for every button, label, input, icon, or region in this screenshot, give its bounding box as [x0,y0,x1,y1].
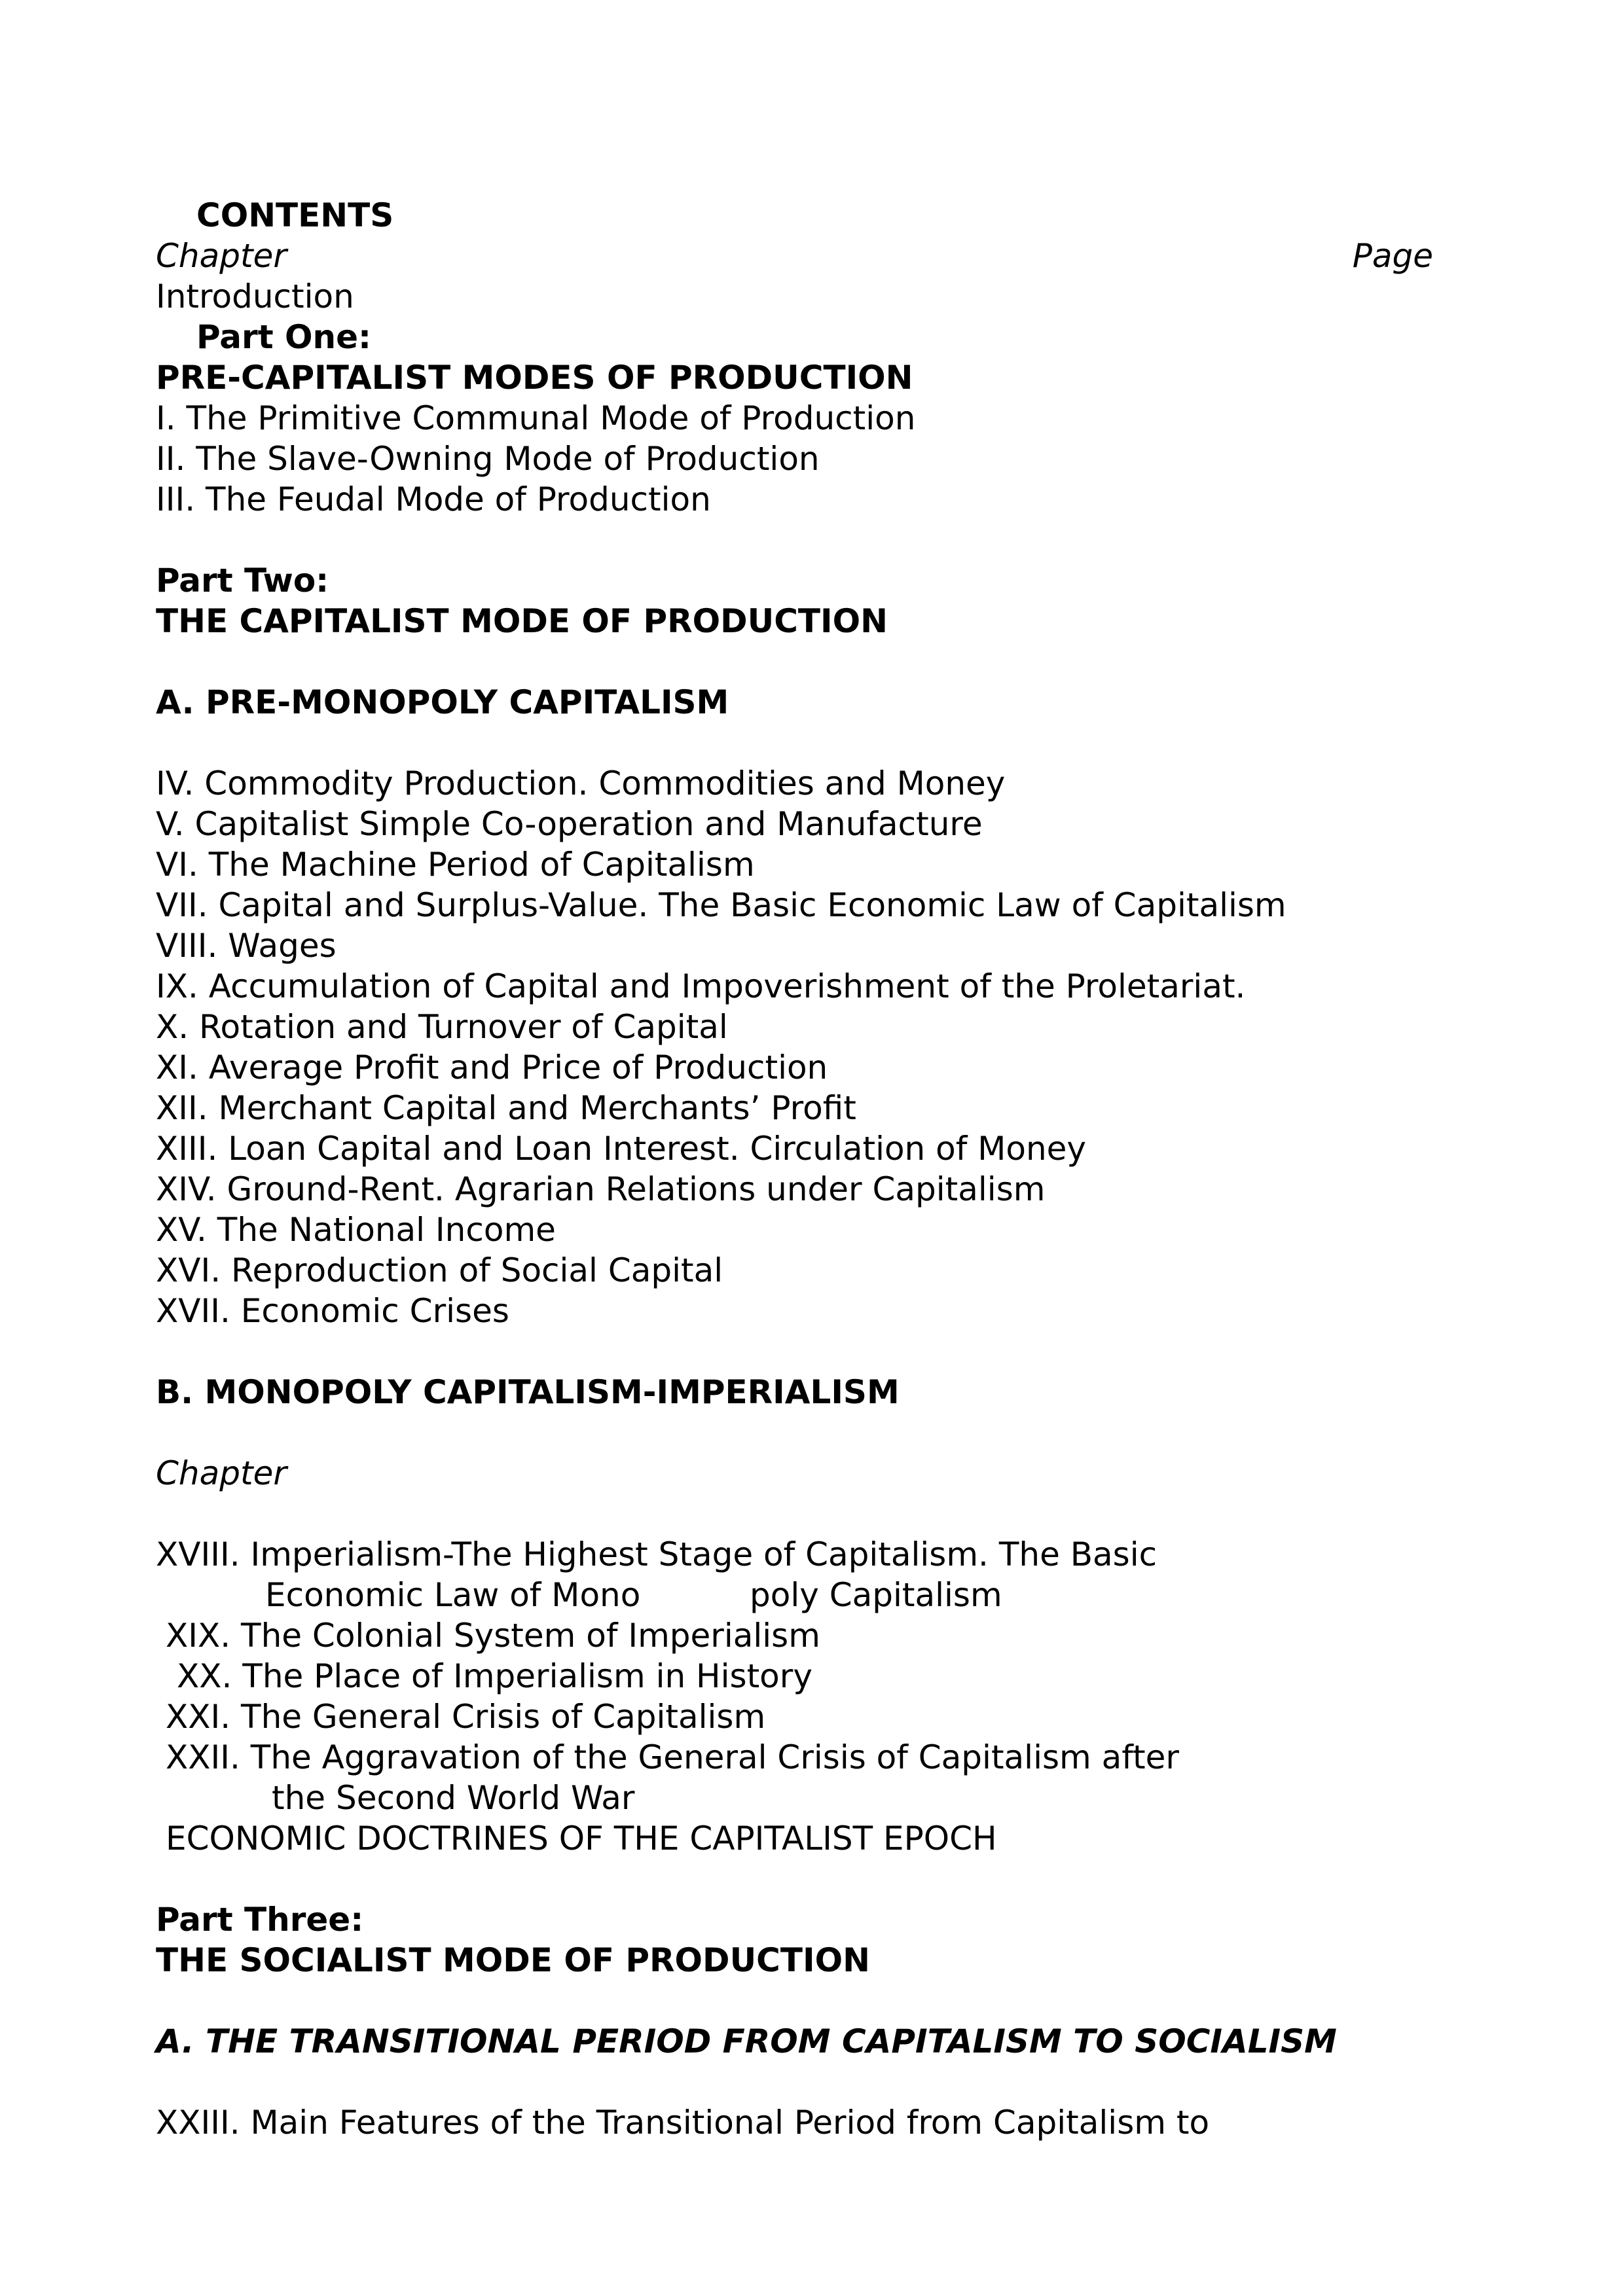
toc-entry-continuation: Economic Law of Mono [265,1576,641,1614]
toc-entry: XIII. Loan Capital and Loan Interest. Circulation of Money [156,1130,1086,1168]
toc-entry-continuation: the Second World War [272,1779,635,1817]
toc-entry: XVI. Reproduction of Social Capital [156,1251,723,1289]
toc-entry: XII. Merchant Capital and Merchants’ Profit [156,1089,856,1127]
toc-entry: XVIII. Imperialism-The Highest Stage of Capitalism. The Basic [156,1535,1158,1573]
toc-entry: XIX. The Colonial System of Imperialism [166,1617,820,1655]
toc-entry: XXIII. Main Features of the Transitional Period from Capitalism to [156,2104,1210,2142]
toc-entry: ECONOMIC DOCTRINES OF THE CAPITALIST EPOCH [166,1820,997,1857]
toc-entry: VIII. Wages [156,927,337,965]
toc-entry: V. Capitalist Simple Co-operation and Manufacture [156,805,983,843]
chapter-label: Chapter [156,1454,287,1492]
toc-entry: XXI. The General Crisis of Capitalism [166,1698,766,1736]
toc-entry: XVII. Economic Crises [156,1292,509,1330]
part-one-label: Part One: [196,318,372,356]
part-three-title: THE SOCIALIST MODE OF PRODUCTION [156,1941,870,1979]
toc-entry: X. Rotation and Turnover of Capital [156,1008,728,1046]
part-two-label: Part Two: [156,562,329,600]
contents-title: CONTENTS [196,196,394,234]
toc-entry: I. The Primitive Communal Mode of Production [156,399,916,437]
part-one-title: PRE-CAPITALIST MODES OF PRODUCTION [156,359,913,397]
chapter-column-header: Chapter [156,237,287,275]
section-a-heading: A. PRE-MONOPOLY CAPITALISM [156,683,729,721]
toc-entry: VI. The Machine Period of Capitalism [156,846,755,884]
toc-entry: II. The Slave-Owning Mode of Production [156,440,820,478]
toc-entry: XIV. Ground-Rent. Agrarian Relations under Capitalism [156,1170,1046,1208]
toc-entry: IX. Accumulation of Capital and Impoverishment of the Proletariat. [156,967,1246,1005]
toc-entry: XV. The National Income [156,1211,556,1249]
toc-entry: VII. Capital and Surplus-Value. The Basic Economic Law of Capitalism [156,886,1286,924]
toc-entry: XXII. The Aggravation of the General Crisis of Capitalism after [166,1738,1179,1776]
section-b-heading: B. MONOPOLY CAPITALISM-IMPERIALISM [156,1373,900,1411]
introduction-entry: Introduction [156,278,354,315]
toc-entry: III. The Feudal Mode of Production [156,480,711,518]
toc-entry: XX. The Place of Imperialism in History [177,1657,812,1695]
part-two-title: THE CAPITALIST MODE OF PRODUCTION [156,602,888,640]
page-column-header: Page [1352,237,1433,275]
part-three-label: Part Three: [156,1901,364,1939]
toc-entry-continuation: poly Capitalism [750,1576,1002,1614]
toc-entry: XI. Average Profit and Price of Production [156,1049,828,1086]
toc-entry: IV. Commodity Production. Commodities and Money [156,764,1006,802]
section-a-heading: A. THE TRANSITIONAL PERIOD FROM CAPITALISM TO SOCIALISM [156,2022,1337,2060]
